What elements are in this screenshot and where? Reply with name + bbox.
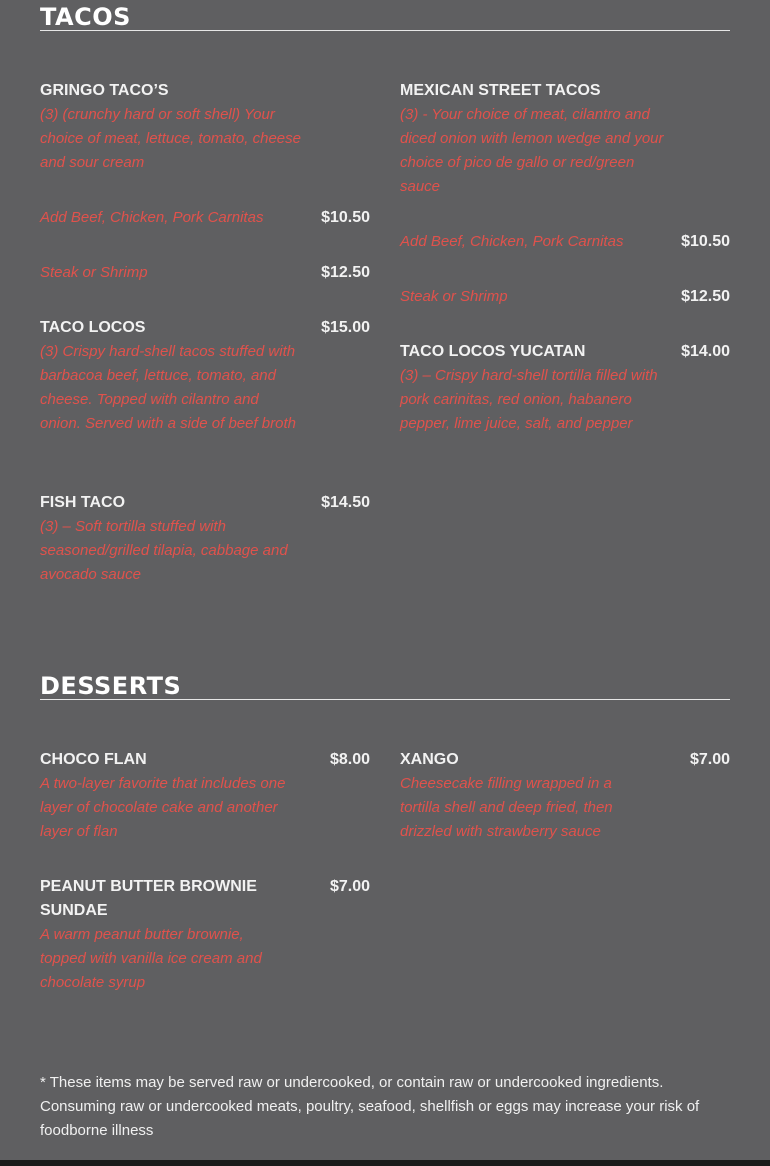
menu-item-price: $7.00 (689, 751, 730, 768)
menu-item-mexican-street-tacos (400, 79, 668, 199)
menu-item-taco-locos-yucatan (400, 340, 665, 436)
menu-item-price: $15.00 (321, 319, 370, 336)
bottom-bar (0, 1160, 770, 1166)
menu-item-name: GRINGO TACO’S (40, 82, 169, 99)
menu-item-name: MEXICAN STREET TACOS (400, 82, 601, 99)
menu-option-label: Steak or Shrimp (400, 288, 508, 305)
menu-item-gringo-tacos (40, 79, 305, 175)
menu-option-label: Add Beef, Chicken, Pork Carnitas (400, 233, 624, 250)
menu-item-choco-flan (40, 748, 305, 844)
menu-item-name: CHOCO FLAN (40, 751, 147, 768)
menu-item-name: PEANUT BUTTER BROWNIE SUNDAE (40, 878, 257, 919)
menu-item-price: $7.00 (329, 878, 370, 895)
menu-option-price: $10.50 (321, 209, 370, 226)
menu-item-name: FISH TACO (40, 494, 126, 511)
menu-item-price: $8.00 (329, 751, 370, 768)
menu-item-price: $14.00 (681, 343, 730, 360)
menu-item-price: $14.50 (321, 494, 370, 511)
menu-option-label: Steak or Shrimp (40, 264, 148, 281)
menu-item-peanut-butter-brownie-sundae (40, 875, 285, 995)
menu-item-name: TACO LOCOS YUCATAN (400, 343, 586, 360)
menu-item-description: (3) (crunchy hard or soft shell) Your choice of meat, lettuce, tomato, cheese and sour cream (40, 106, 301, 171)
menu-option-label: Add Beef, Chicken, Pork Carnitas (40, 209, 264, 226)
menu-item-description: (3) - Your choice of meat, cilantro and diced onion with lemon wedge and your choice of pico de gallo or red/green sauce (400, 106, 664, 195)
menu-item-fish-taco (40, 491, 302, 587)
menu-option-price: $10.50 (681, 233, 730, 250)
tacos-section-title: TACOS (40, 5, 730, 31)
menu-option-price: $12.50 (681, 288, 730, 305)
desserts-section-title: DESSERTS (40, 674, 730, 700)
menu-item-description: (3) – Crispy hard-shell tortilla filled with pork carinitas, red onion, habanero pepper, lime juice, salt, and pepper (400, 367, 658, 432)
menu-option-price: $12.50 (321, 264, 370, 281)
disclaimer-text: * These items may be served raw or undercooked, or contain raw or undercooked ingredients. Consuming raw or undercooked meats, poultry, seafood, shellfish or eggs may increase your risk of foodborne illness (40, 1074, 700, 1139)
menu-item-name: TACO LOCOS (40, 319, 146, 336)
menu-item-name: XANGO (400, 751, 459, 768)
menu-item-taco-locos (40, 316, 302, 436)
menu-item-description: A two-layer favorite that includes one layer of chocolate cake and another layer of flan (40, 775, 286, 840)
menu-item-description: (3) Crispy hard-shell tacos stuffed with barbacoa beef, lettuce, tomato, and cheese. Topped with cilantro and onion. Served with a side of beef broth (40, 343, 296, 432)
menu-item-description: Cheesecake filling wrapped in a tortilla shell and deep fried, then drizzled with strawberry sauce (400, 775, 613, 840)
menu-item-xango (400, 748, 635, 844)
menu-item-description: (3) – Soft tortilla stuffed with seasoned/grilled tilapia, cabbage and avocado sauce (40, 518, 288, 583)
menu-item-description: A warm peanut butter brownie, topped with vanilla ice cream and chocolate syrup (40, 926, 262, 991)
